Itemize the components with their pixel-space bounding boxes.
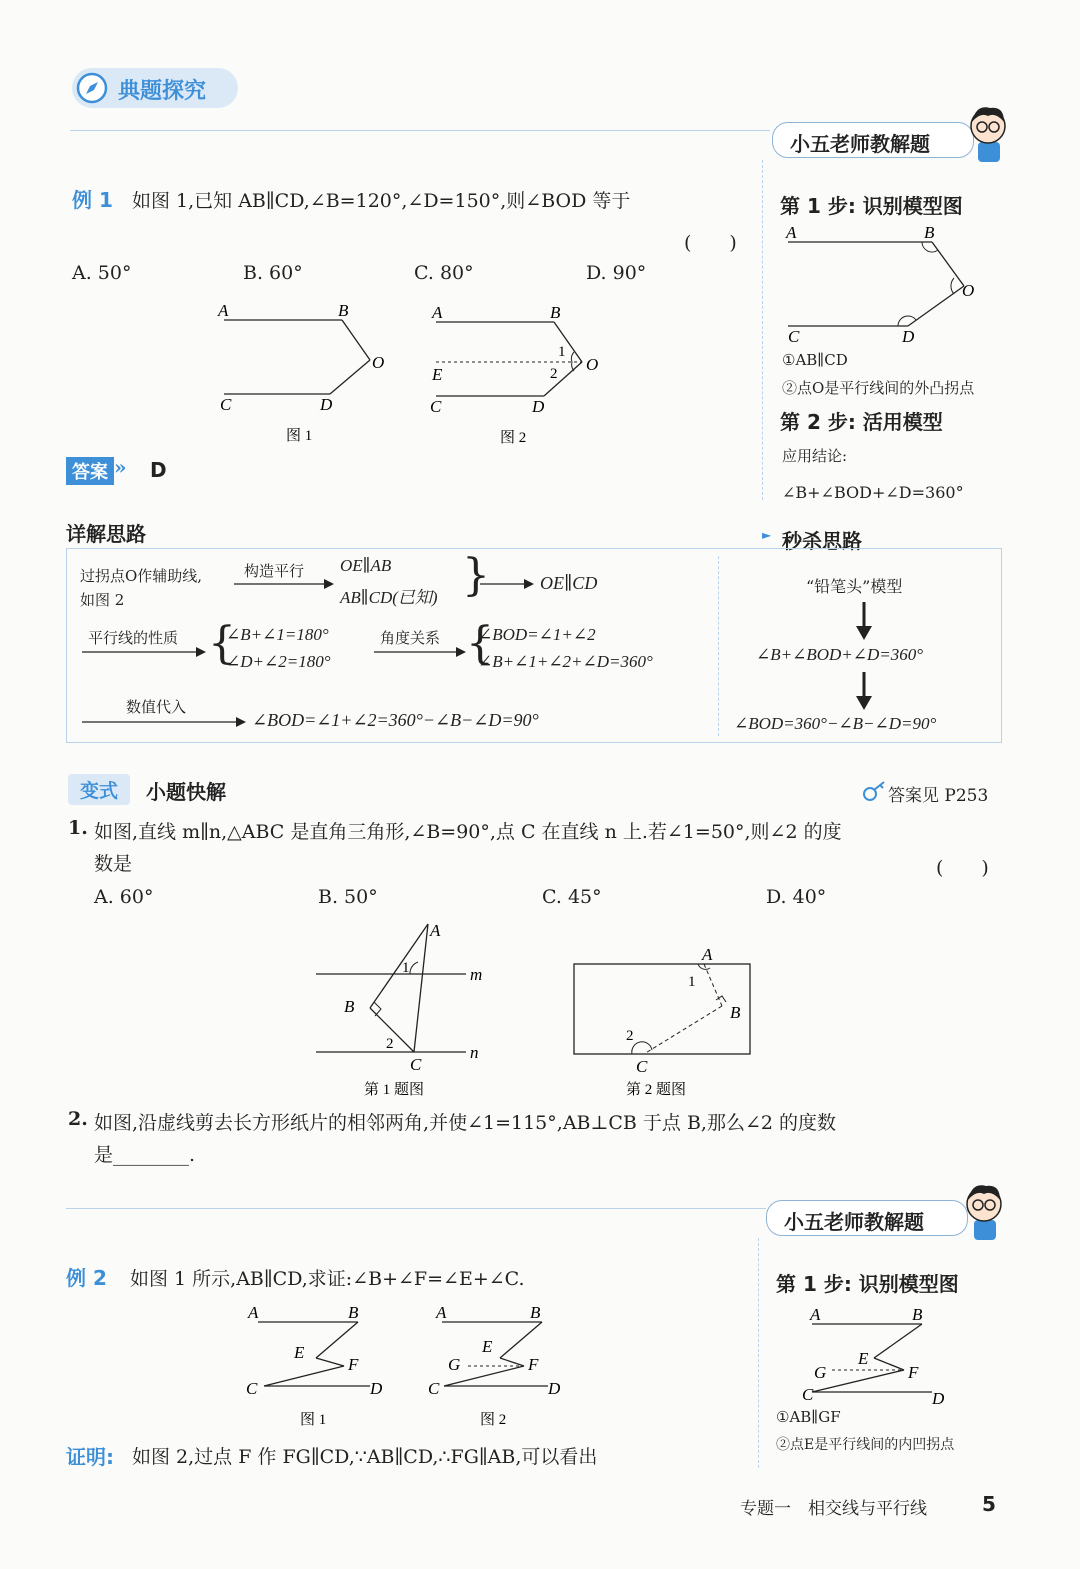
detail-row3-arrow — [80, 716, 248, 728]
q1-line1: 如图,直线 m∥n,△ABC 是直角三角形,∠B=90°,点 C 在直线 n 上.若∠1=50°,则∠2 的度 — [94, 821, 842, 843]
example1-figure2 — [424, 300, 614, 450]
detail-row2-brace2-bottom: ∠B+∠1+∠2+∠D=360° — [478, 652, 653, 671]
detail-row1-result: OE∥CD — [540, 573, 598, 593]
q1-fig-label-c: C — [410, 1055, 422, 1074]
side1-step1: 第 1 步: 识别模型图 — [780, 194, 963, 218]
side2-label-d: D — [932, 1389, 945, 1408]
side2-label-e: E — [858, 1349, 869, 1368]
fig2-label-d: D — [532, 397, 545, 416]
q1-fig-angle-1: 1 — [402, 960, 410, 976]
fig1-caption: 图 1 — [286, 428, 313, 444]
example1-question: 如图 1,已知 AB∥CD,∠B=120°,∠D=150°,则∠BOD 等于 — [132, 190, 631, 212]
detail-row1-brace-bottom: AB∥CD(已知) — [340, 588, 438, 607]
side2-step1: 第 1 步: 识别模型图 — [776, 1272, 959, 1296]
q2-fig-angle-1: 1 — [688, 974, 696, 990]
quick-down-arrow-1 — [852, 600, 876, 642]
side1-apply-label: 应用结论: — [782, 447, 848, 465]
fig2-angle-2: 2 — [550, 366, 558, 382]
page-number: 5 — [982, 1492, 996, 1516]
q1-option-d: D. 40° — [766, 886, 827, 908]
side2-label-f: F — [908, 1363, 919, 1382]
q1-fig-label-n: n — [470, 1043, 479, 1062]
q1-option-b: B. 50° — [318, 886, 378, 908]
ex2-fig1-label-e: E — [294, 1343, 305, 1362]
detail-row2-arrow2-label: 角度关系 — [380, 629, 441, 647]
q2-fig-angle-2: 2 — [626, 1028, 634, 1044]
key-icon — [862, 780, 886, 806]
ex2-fig1-label-c: C — [246, 1379, 258, 1398]
ex2-fig1-label-d: D — [370, 1379, 383, 1398]
ex2-fig1-label-b: B — [348, 1303, 359, 1322]
side1-label-a: A — [786, 223, 797, 242]
example2-label: 例 2 — [66, 1266, 107, 1290]
fig1-label-a: A — [218, 301, 229, 320]
q2-fig-label-c: C — [636, 1057, 648, 1076]
section-header — [72, 68, 238, 108]
side1-label-c: C — [788, 327, 800, 346]
q2-number: 2. — [68, 1108, 88, 1130]
compass-icon — [76, 72, 108, 104]
detail-row1-label-b: 如图 2 — [80, 591, 125, 609]
fig1-label-o: O — [372, 353, 385, 372]
q2-fig-label-a: A — [702, 945, 713, 964]
header-rule — [70, 130, 770, 131]
side2-figure — [778, 1300, 968, 1410]
option-c: C. 80° — [414, 262, 474, 284]
side2-label-b: B — [912, 1305, 923, 1324]
detail-row1-arrow — [232, 578, 336, 590]
answer-value: D — [150, 458, 167, 482]
detail-row2-arrow-label: 平行线的性质 — [88, 629, 179, 647]
detail-row3-result: ∠BOD=∠1+∠2=360°−∠B−∠D=90° — [252, 710, 539, 730]
q2-line1: 如图,沿虚线剪去长方形纸片的相邻两角,并使∠1=115°,AB⊥CB 于点 B,那么∠2 的度数 — [94, 1112, 836, 1134]
detail-row3-arrow-label: 数值代入 — [126, 698, 187, 716]
side1-label-b: B — [924, 223, 935, 242]
footer-chapter: 专题一 相交线与平行线 — [740, 1499, 927, 1519]
answer-chevron-icon: » — [114, 455, 127, 479]
fig2-label-a: A — [432, 303, 443, 322]
teacher-avatar-icon — [966, 102, 1010, 168]
side2-label-c: C — [802, 1385, 814, 1404]
ex2-fig1-label-f: F — [348, 1355, 359, 1374]
detail-row1-label-a: 过拐点O作辅助线, — [80, 567, 203, 585]
detail-row1-brace: } — [462, 550, 490, 601]
q2-fig-caption: 第 2 题图 — [626, 1082, 687, 1098]
side2-note1: ①AB∥GF — [776, 1408, 841, 1426]
ex2-fig1-label-a: A — [248, 1303, 259, 1322]
side2-label-g: G — [814, 1363, 827, 1382]
detail-row1-brace-top: OE∥AB — [340, 556, 392, 575]
quick-model: “铅笔头”模型 — [806, 577, 903, 596]
option-a: A. 50° — [72, 262, 132, 284]
fig2-caption: 图 2 — [500, 430, 527, 446]
side1-step2: 第 2 步: 活用模型 — [780, 410, 943, 434]
q1-paren: ( ) — [936, 857, 989, 879]
q1-option-c: C. 45° — [542, 886, 602, 908]
fig2-label-b: B — [550, 303, 561, 322]
fig2-label-e: E — [432, 365, 443, 384]
option-d: D. 90° — [586, 262, 647, 284]
detail-row2-brace2: { — [466, 618, 494, 669]
fig1-label-d: D — [320, 395, 333, 414]
side1-note1: ①AB∥CD — [782, 351, 848, 369]
detail-row1-arrow-label: 构造平行 — [244, 562, 305, 580]
q2-line2: 是________. — [94, 1144, 196, 1166]
section-title: 典题探究 — [118, 79, 207, 104]
q1-fig-angle-2: 2 — [386, 1036, 394, 1052]
q1-fig-label-m: m — [470, 965, 483, 984]
detail-row1-arrow2 — [478, 578, 536, 590]
q1-fig-caption: 第 1 题图 — [364, 1082, 425, 1098]
ex2-fig2-label-e: E — [482, 1337, 493, 1356]
quick-down-arrow-2 — [852, 670, 876, 712]
ex2-fig2-label-f: F — [528, 1355, 539, 1374]
q1-option-a: A. 60° — [94, 886, 154, 908]
q2-fig-label-b: B — [730, 1003, 741, 1022]
q1-number: 1. — [68, 817, 88, 839]
ex2-fig2-label-a: A — [436, 1303, 447, 1322]
quick-arrow-icon: ► — [762, 528, 772, 542]
side1-label-o: O — [962, 281, 975, 300]
example2-figure2 — [424, 1300, 584, 1432]
example2-question: 如图 1 所示,AB∥CD,求证:∠B+∠F=∠E+∠C. — [130, 1268, 525, 1290]
q1-fig-label-a: A — [430, 921, 441, 940]
ex2-fig1-caption: 图 1 — [300, 1412, 327, 1428]
detail-row2-arrow — [80, 646, 208, 658]
quick-eq2: ∠BOD=360°−∠B−∠D=90° — [734, 714, 937, 733]
side1-conclusion: ∠B+∠BOD+∠D=360° — [782, 483, 964, 502]
ex2-fig2-label-b: B — [530, 1303, 541, 1322]
q1-fig-label-b: B — [344, 997, 355, 1016]
q1-figure — [310, 918, 500, 1102]
side-separator-2 — [758, 1238, 759, 1468]
fig2-label-c: C — [430, 397, 442, 416]
quick-eq1: ∠B+∠BOD+∠D=360° — [756, 645, 924, 664]
side1-label-d: D — [902, 327, 915, 346]
answer-badge: 答案 — [66, 457, 114, 485]
side1-figure — [782, 220, 1002, 350]
side2-label-a: A — [810, 1305, 821, 1324]
detail-row2-brace-top: ∠B+∠1=180° — [226, 625, 329, 644]
detail-title: 详解思路 — [66, 522, 146, 546]
variant-title: 小题快解 — [146, 780, 226, 804]
teacher-box-title-2: 小五老师教解题 — [784, 1210, 924, 1234]
q2-figure — [566, 940, 766, 1102]
example2-figure1 — [240, 1300, 400, 1432]
fig1-label-b: B — [338, 301, 349, 320]
teacher-box-title: 小五老师教解题 — [790, 132, 930, 156]
ex2-fig2-label-d: D — [548, 1379, 561, 1398]
detail-row2-brace2-top: ∠BOD=∠1+∠2 — [478, 625, 596, 644]
fig2-label-o: O — [586, 355, 599, 374]
example1-figure1 — [210, 298, 400, 448]
fig1-label-c: C — [220, 395, 232, 414]
proof-text: 如图 2,过点 F 作 FG∥CD,∵AB∥CD,∴FG∥AB,可以看出 — [132, 1446, 598, 1468]
quick-title: 秒杀思路 — [782, 529, 862, 553]
teacher-avatar-icon-2 — [962, 1180, 1006, 1246]
detail-row2-arrow2 — [372, 646, 468, 658]
side1-note2: ②点O是平行线间的外凸拐点 — [782, 379, 975, 397]
example2-rule — [66, 1208, 766, 1209]
fig2-angle-1: 1 — [558, 344, 566, 360]
detail-row2-brace-bottom: ∠D+∠2=180° — [226, 652, 331, 671]
example1-label: 例 1 — [72, 188, 113, 212]
variant-badge: 变式 — [68, 774, 130, 805]
ex2-fig2-label-c: C — [428, 1379, 440, 1398]
answer-ref-link[interactable]: 答案见 P253 — [888, 786, 989, 806]
detail-divider — [718, 556, 719, 736]
side-separator — [762, 160, 763, 500]
ex2-fig2-caption: 图 2 — [480, 1412, 507, 1428]
side2-note2: ②点E是平行线间的内凹拐点 — [776, 1437, 955, 1453]
q1-line2: 数是 — [94, 853, 133, 875]
option-b: B. 60° — [243, 262, 303, 284]
proof-label: 证明: — [66, 1445, 114, 1469]
detail-row2-brace: { — [208, 618, 236, 669]
example1-paren: ( ) — [684, 232, 737, 254]
ex2-fig2-label-g: G — [448, 1355, 461, 1374]
